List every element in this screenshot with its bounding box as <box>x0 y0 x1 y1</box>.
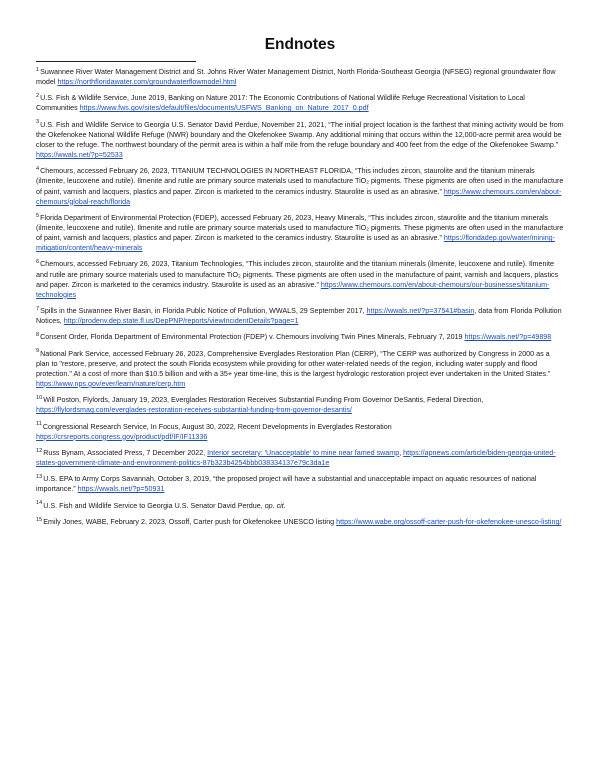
endnote-text: Suwannee River Water Management District and St. Johns River Water Management District, North Florida-Southeast Georgia (NFSEG) regional groundwater flow model <box>36 68 556 87</box>
endnote-3 <box>36 120 564 160</box>
endnote-separator <box>36 61 196 62</box>
endnote-link[interactable]: https://www.chemours.com/en/about-chemours/our-businesses/titanium-technologies <box>36 280 550 299</box>
endnotes-list <box>36 67 564 533</box>
endnote-text: Florida Department of Environmental Protection (FDEP), accessed February 26, 2023, Heavy Minerals, “This includes zircon, staurolite and the titanium minerals (ilmenite, leucoxene and rutile). Ilmenite and rutile are primary source materials used to manufacture TiO₂ pigments. These pigments are often used in the manufacture of paint, varnish and lacquers, plastics and paper. Zircon is marketed to the ceramics industry. Staurolite is used as an abrasive.” <box>36 213 564 243</box>
endnote-text: Emily Jones, WABE, February 2, 2023, Ossoff, Carter push for Okefenokee UNESCO listing <box>43 518 337 526</box>
endnote-number: 15 <box>36 516 43 523</box>
endnote-9 <box>36 349 564 389</box>
endnote-12 <box>36 448 564 468</box>
endnote-link[interactable]: https://wwals.net/?p=50931 <box>77 485 165 494</box>
endnote-text: Consent Order, Florida Department of Environmental Protection (FDEP) v. Chemours involving Twin Pines Minerals, February 7, 2019 <box>40 333 465 342</box>
endnote-4 <box>36 166 564 206</box>
endnote-11 <box>36 422 564 442</box>
endnote-5 <box>36 213 564 253</box>
endnote-13 <box>36 474 564 494</box>
endnote-14 <box>36 501 564 511</box>
endnote-number: 1 <box>36 66 40 73</box>
endnote-number: 4 <box>36 165 40 172</box>
endnote-link[interactable]: https://floridadep.gov/water/mining-mitigation/content/heavy-minerals <box>36 234 556 253</box>
endnote-link[interactable]: https://www.nps.gov/ever/learn/nature/cerp.htm <box>36 379 186 388</box>
endnote-text: Russ Bynam, Associated Press, 7 December 2022, <box>43 448 208 457</box>
endnote-link[interactable]: Interior secretary: 'Unacceptable' to mine near famed swamp <box>207 448 400 457</box>
endnote-text: U.S. EPA to Army Corps Savannah, October 3, 2019, “the proposed project will have a substantial and unacceptable impact on aquatic resources of national importance.” <box>36 475 537 494</box>
endnote-text: Congressional Research Service, In Focus, August 30, 2022, Recent Developments in Everglades Restoration <box>42 422 392 431</box>
endnote-text: U.S. Fish and Wildlife Service to Georgia U.S. Senator David Perdue, <box>43 501 265 510</box>
endnote-number: 3 <box>36 119 40 126</box>
endnote-link[interactable]: https://wwals.net/?p=37541#basin <box>366 307 475 315</box>
endnote-link-secondary[interactable]: https://apnews.com/article/biden-georgia-united-states-government-climate-and-environment-politics-87b323b4254bbb038334137e79c3da1e <box>36 448 556 468</box>
endnote-link[interactable]: https://www.fws.gov/sites/default/files/documents/USFWS_Banking_on_Nature_2017_0.pdf <box>79 104 369 113</box>
endnote-number: 9 <box>36 348 40 355</box>
endnote-link[interactable]: https://crsreports.congress.gov/product/pdf/IF/IF11336 <box>36 432 208 441</box>
endnote-text: Spills in the Suwannee River Basin, in Florida Public Notice of Pollution, WWALS, 29 September 2017, <box>40 307 367 315</box>
endnote-link-secondary[interactable]: http://prodenv.dep.state.fl.us/DepPNP/reports/viewIncidentDetails?page=1 <box>63 317 299 326</box>
endnote-text-continued: , data from Florida Pollution Notices, <box>36 307 562 326</box>
endnote-number: 14 <box>36 500 43 507</box>
endnote-text: Chemours, accessed February 26, 2023, Titanium Technologies, “This includes zircon, staurolite and the titanium minerals (ilmenite, leucoxene and rutile). Ilmenite and rutile are primary source materials used to manufacture TiO₂ pigments. These pigments are often used in the manufacture of paint, varnish and lacquers, plastics and paper. Zircon is marketed to the ceramics industry. Staurolite is used as an abrasive.” <box>36 260 559 289</box>
endnote-number: 8 <box>36 332 40 338</box>
endnote-link[interactable]: https://wwals.net/?p=52533 <box>36 151 123 160</box>
endnote-text: U.S. Fish and Wildlife Service to Georgia U.S. Senator David Perdue, November 21, 2021, “The initial project location is the farthest that mining activity would be from the Okefenokee National Wildlife Refuge (NWR) boundary and the Okefenokee Swamp. Any additional mining that occurs within the 12,000-acre permit area would be closer to the refuge. The northwest boundary of the permit area is within a half mile from the refuge boundary and 400 feet from the edge of the Okefenokee Swamp.” <box>36 120 564 149</box>
endnote-number: 2 <box>36 93 40 99</box>
endnote-number: 7 <box>36 305 40 312</box>
page-title: Endnotes <box>264 36 336 53</box>
endnote-7 <box>36 306 564 326</box>
endnote-1 <box>36 67 564 87</box>
endnote-text: U.S. Fish & Wildlife Service, June 2019, Banking on Nature 2017: The Economic Contributions of National Wildlife Refuge Recreational Visitation to Local Communities <box>36 94 525 113</box>
endnote-text-continued: , <box>399 448 404 457</box>
endnote-number: 11 <box>36 421 42 428</box>
endnote-15 <box>36 517 564 527</box>
endnote-link[interactable]: https://wwals.net/?p=49898 <box>464 333 552 342</box>
endnote-number: 13 <box>36 473 43 480</box>
endnote-6 <box>36 259 564 299</box>
endnote-text: Will Poston, Flylords, January 19, 2023, Everglades Restoration Receives Substantial Funding From Governor DeSantis, Federal Direction, <box>43 396 484 405</box>
endnote-link[interactable]: https://www.wabe.org/ossoff-carter-push-for-okefenokee-unesco-listing/ <box>336 518 562 526</box>
endnote-link[interactable]: https://flylordsmag.com/everglades-restoration-receives-substantial-funding-from-governor-desantis/ <box>36 406 352 415</box>
endnote-number: 5 <box>36 212 40 219</box>
endnote-text: Chemours, accessed February 26, 2023, TITANIUM TECHNOLOGIES IN NORTHEAST FLORIDA, “This includes zircon, staurolite and the titanium minerals (ilmenite, leucoxene and rutile). Ilmenite and rutile are primary source materials used to manufacture TiO₂ pigments. These pigments are often used in the manufacture of paint, varnish and lacquers, plastics and paper. Zircon is marketed to the ceramics industry. Staurolite is used as an abrasive.” <box>36 167 564 196</box>
endnote-10 <box>36 395 564 415</box>
endnote-8 <box>36 332 564 342</box>
endnote-number: 6 <box>36 259 40 266</box>
endnote-2 <box>36 93 564 113</box>
endnote-italic-text: op. cit. <box>264 501 286 510</box>
endnote-text: National Park Service, accessed February 26, 2023, Comprehensive Everglades Restoration Plan (CERP), “The CERP was authorized by Congress in 2000 as a plan to "restore, preserve, and protect the south Florida ecosystem while providing for other water-related needs of the region, including water supply and flood protection." At a cost of more than $10.5 billion and with a 35+ year time-line, this is the largest hydrologic restoration project ever undertaken in the United States.” <box>36 349 551 378</box>
endnote-link[interactable]: https://www.chemours.com/en/about-chemours/global-reach/florida <box>36 187 562 206</box>
endnote-number: 12 <box>36 447 43 454</box>
endnote-link[interactable]: https://northfloridawater.com/groundwaterflowmodel.html <box>57 78 237 87</box>
endnote-number: 10 <box>36 394 43 401</box>
